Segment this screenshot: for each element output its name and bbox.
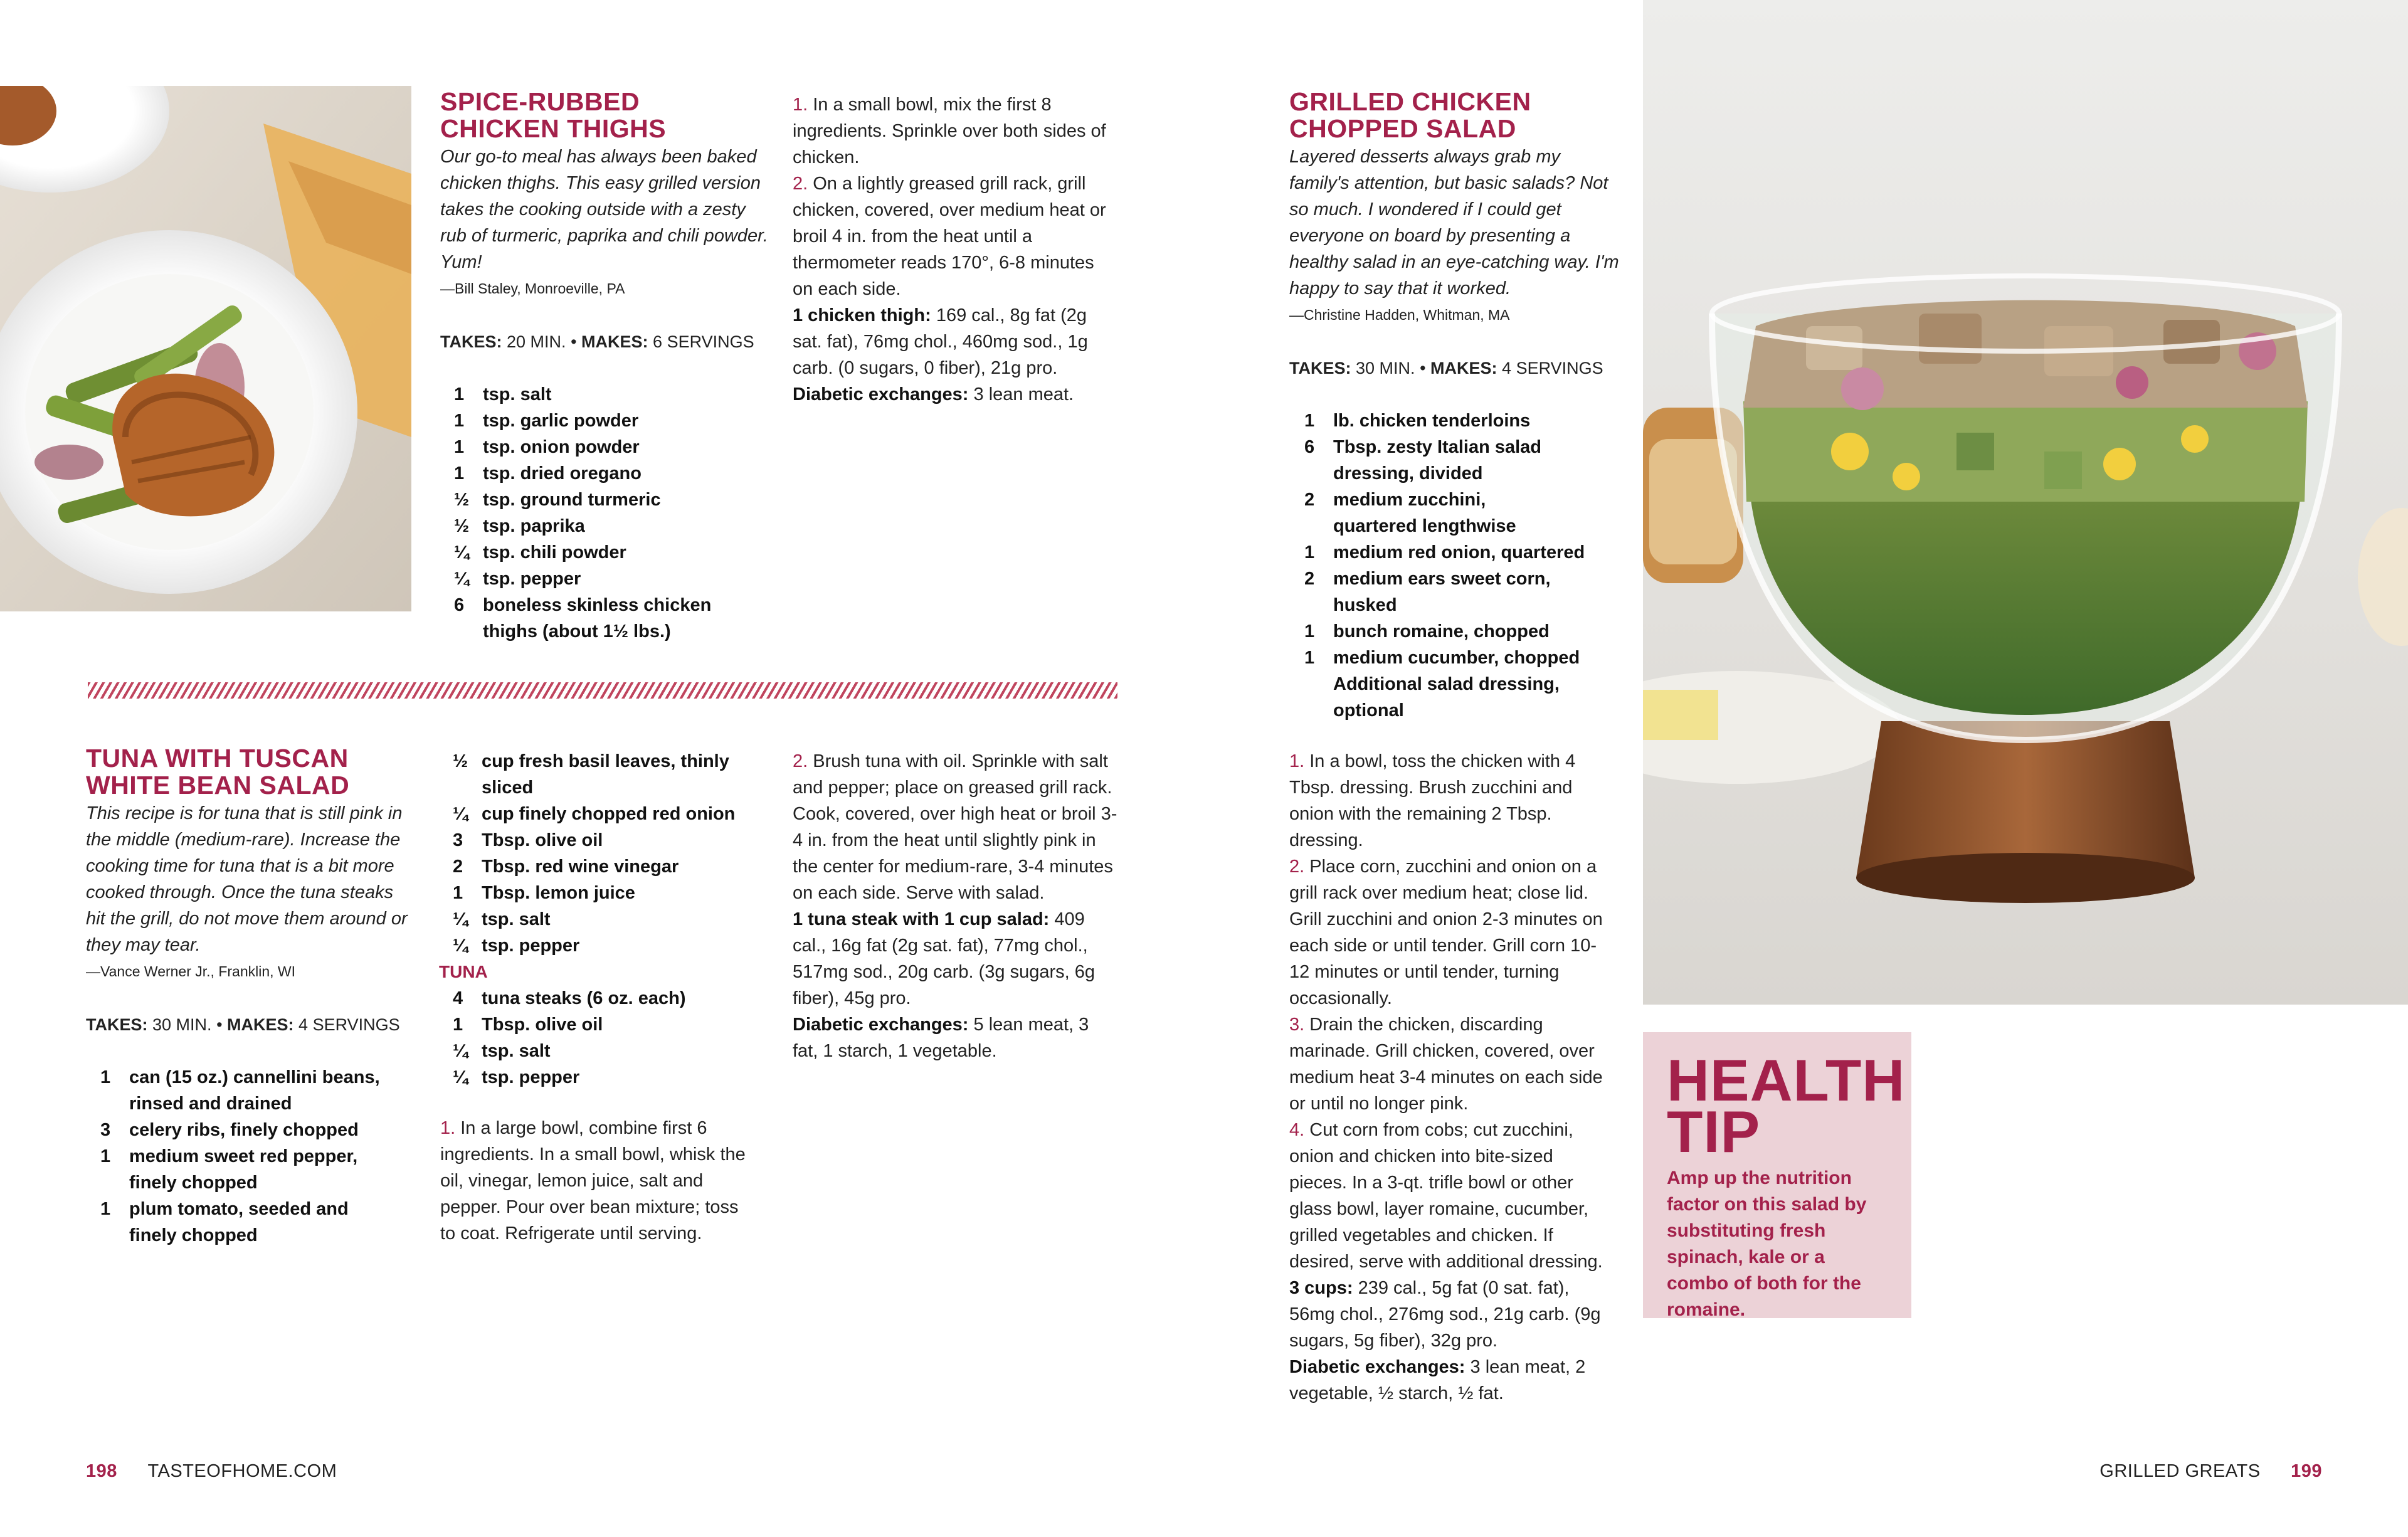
ingredient-row: ½ tsp. ground turmeric (454, 490, 661, 510)
ingredient-row: 3 celery ribs, finely chopped (100, 1120, 359, 1140)
page-number-left: 198 (86, 1461, 117, 1481)
recipe2-directions-2 (793, 748, 1119, 1064)
nutrition: 1 chicken thigh: 169 cal., 8g fat (2g sat. fat), 76mg chol., 460mg sod., 1g carb. (0 sugars, 0 fiber), 21g pro. (793, 305, 1088, 378)
step: 2. Brush tuna with oil. Sprinkle with salt and pepper; place on greased grill rack. Cook, covered, over high heat or broil 3-4 in. from the heat until slightly pink in the center for medium-rare, 3-4 minutes on each side. Serve with salad. (793, 751, 1117, 903)
ingredient-row: ½ cup fresh basil leaves, thinly sliced (453, 751, 729, 798)
ingredient-row: 1 tsp. salt (454, 384, 552, 404)
makes-value: 4 SERVINGS (298, 1015, 400, 1034)
ingredient-row: 1 can (15 oz.) cannellini beans, rinsed and drained (100, 1067, 380, 1114)
recipe2-title-line1: TUNA WITH TUSCAN (86, 744, 349, 773)
makes-label: MAKES: (581, 332, 648, 351)
recipe2-ingredients-a (100, 1064, 408, 1249)
footer-right (2099, 1459, 2322, 1484)
health-tip-body: Amp up the nutrition factor on this salad by substituting fresh spinach, kale or a combo of both for the romaine. (1667, 1168, 1867, 1320)
step: 3. Drain the chicken, discarding marinade. Grill chicken, covered, over medium heat 3-4 minutes on each side or until no longer pink. (1289, 1015, 1603, 1114)
takes-value: 20 MIN. (507, 332, 566, 351)
recipe3-title-line1: GRILLED CHICKEN (1289, 87, 1531, 116)
recipe3-title-line2: CHOPPED SALAD (1289, 114, 1516, 143)
ingredient-row: 6 Tbsp. zesty Italian salad dressing, divided (1304, 437, 1541, 483)
ingredient-row: 2 medium zucchini, quartered lengthwise (1304, 490, 1516, 536)
ingredient-row: 1 Tbsp. lemon juice (453, 883, 635, 903)
recipe3-intro: Layered desserts always grab my family's attention, but basic salads? Not so much. I wondered if I could get everyone on board by presenting a healthy salad in an eye-catching way. I'm happy to say that it worked. (1289, 147, 1619, 298)
takes-label: TAKES: (86, 1015, 148, 1034)
ingredient-row: ¼ tsp. salt (453, 1041, 551, 1061)
step: 1. In a bowl, toss the chicken with 4 Tbsp. dressing. Brush zucchini and onion with the remaining 2 Tbsp. dressing. (1289, 751, 1576, 850)
recipe3-title (1289, 88, 1531, 142)
ingredient-row: 1 Tbsp. olive oil (453, 1015, 603, 1035)
nutrition: 3 cups: 239 cal., 5g fat (0 sat. fat), 56mg chol., 276mg sod., 21g carb. (9g sugars, 5g fiber), 32g pro. (1289, 1278, 1601, 1351)
health-tip-heading-line1: HEALTH (1667, 1047, 1906, 1113)
ingredient-row: 2 medium ears sweet corn, husked (1304, 569, 1551, 615)
diabetic-exchanges: Diabetic exchanges: 3 lean meat, 2 vegetable, ½ starch, ½ fat. (1289, 1357, 1586, 1403)
recipe1-title-line2: CHICKEN THIGHS (440, 114, 667, 143)
step: 4. Cut corn from cobs; cut zucchini, onion and chicken into bite-sized pieces. In a 3-qt. trifle bowl or other glass bowl, layer romaine, cucumber, grilled vegetables and chicken. If desired, serve with additional dressing. (1289, 1120, 1603, 1272)
step: 2. Place corn, zucchini and onion on a grill rack over medium heat; close lid. Grill zucchini and onion 2-3 minutes on each side or until tender. Grill corn 10-12 minutes or until tender, turning occasionally. (1289, 857, 1603, 1008)
ingredient-row: ¼ tsp. pepper (454, 569, 581, 589)
recipe1-meta: TAKES: 20 MIN. • MAKES: 6 SERVINGS (440, 332, 754, 351)
health-tip-heading-line2: TIP (1667, 1099, 1761, 1165)
step: 1. In a small bowl, mix the first 8 ingredients. Sprinkle over both sides of chicken. (793, 95, 1106, 167)
makes-value: 6 SERVINGS (653, 332, 754, 351)
section-divider (88, 682, 1117, 699)
step: 1. In a large bowl, combine first 6 ingredients. In a small bowl, whisk the oil, vinegar, lemon juice, salt and pepper. Pour over bean mixture; toss to coat. Refrigerate until serving. (440, 1118, 746, 1244)
ingredient-row: 1 tsp. garlic powder (454, 411, 639, 431)
takes-label: TAKES: (1289, 359, 1351, 378)
ingredient-row: 1 lb. chicken tenderloins (1304, 411, 1531, 431)
site-name: TASTEOFHOME.COM (147, 1461, 337, 1481)
recipe3-ingredients (1304, 408, 1618, 724)
recipe2-ingredients-b (439, 748, 766, 1091)
chicken-thighs-photo (0, 86, 411, 611)
takes-value: 30 MIN. (152, 1015, 212, 1034)
takes-value: 30 MIN. (1356, 359, 1415, 378)
ingredient-row: 1 plum tomato, seeded and finely chopped (100, 1199, 349, 1245)
makes-label: MAKES: (227, 1015, 294, 1034)
ingredient-row: ¼ tsp. chili powder (454, 542, 626, 563)
chopped-salad-photo (1643, 0, 2408, 1005)
recipe2-title-line2: WHITE BEAN SALAD (86, 771, 350, 800)
ingredient-row: ¼ tsp. salt (453, 909, 551, 929)
section-name: GRILLED GREATS (2099, 1461, 2261, 1481)
recipe3-byline: —Christine Hadden, Whitman, MA (1289, 307, 1510, 323)
recipe2-directions-1 (440, 1115, 754, 1247)
diabetic-exchanges: Diabetic exchanges: 5 lean meat, 3 fat, 1 starch, 1 vegetable. (793, 1015, 1089, 1061)
recipe3-directions (1289, 748, 1615, 1407)
ingredient-row: ¼ cup finely chopped red onion (453, 804, 736, 824)
ingredient-row: ¼ tsp. pepper (453, 1067, 580, 1087)
recipe2-byline: —Vance Werner Jr., Franklin, WI (86, 963, 296, 980)
ingredient-row: ½ tsp. paprika (454, 516, 585, 536)
recipe1-title (440, 88, 666, 142)
tuna-subheading: TUNA (439, 962, 488, 981)
recipe1-intro: Our go-to meal has always been baked chicken thighs. This easy grilled version takes the cooking outside with a zesty rub of turmeric, paprika and chili powder. Yum! (440, 147, 768, 272)
takes-label: TAKES: (440, 332, 502, 351)
recipe1-byline: —Bill Staley, Monroeville, PA (440, 280, 625, 297)
diabetic-exchanges: Diabetic exchanges: 3 lean meat. (793, 384, 1074, 404)
footer-left (86, 1459, 337, 1484)
recipe1-ingredients (454, 381, 768, 645)
recipe1-directions (793, 92, 1119, 408)
health-tip-box (1643, 1032, 1911, 1318)
ingredient-row: 1 tsp. onion powder (454, 437, 640, 457)
ingredient-row: 6 boneless skinless chicken thighs (about 1½ lbs.) (454, 595, 712, 642)
ingredient-row: 4 tuna steaks (6 oz. each) (453, 988, 686, 1008)
recipe3-meta: TAKES: 30 MIN. • MAKES: 4 SERVINGS (1289, 359, 1603, 378)
ingredient-row: 1 tsp. dried oregano (454, 463, 642, 483)
ingredient-row: 1 bunch romaine, chopped (1304, 621, 1550, 642)
step: 2. On a lightly greased grill rack, grill chicken, covered, over medium heat or broil 4 in. from the heat until a thermometer reads 170°, 6-8 minutes on each side. (793, 174, 1106, 299)
recipe1-title-line1: SPICE-RUBBED (440, 87, 640, 116)
health-tip-heading (1667, 1047, 1906, 1165)
ingredient-row: 3 Tbsp. olive oil (453, 830, 603, 850)
recipe2-meta: TAKES: 30 MIN. • MAKES: 4 SERVINGS (86, 1015, 400, 1034)
ingredient-row: 2 Tbsp. red wine vinegar (453, 857, 679, 877)
ingredient-row: 1 medium sweet red pepper, finely chopped (100, 1146, 358, 1193)
makes-label: MAKES: (1430, 359, 1497, 378)
ingredient-row: 1 medium red onion, quartered (1304, 542, 1585, 563)
nutrition: 1 tuna steak with 1 cup salad: 409 cal., 16g fat (2g sat. fat), 77mg chol., 517mg sod., 20g carb. (3g sugars, 6g fiber), 45g pro. (793, 909, 1096, 1008)
ingredient-row: ¼ tsp. pepper (453, 936, 580, 956)
recipe2-title (86, 745, 349, 799)
ingredient-row: 1 medium cucumber, chopped Additional salad dressing, optional (1304, 648, 1580, 721)
page-number-right: 199 (2291, 1461, 2322, 1481)
makes-value: 4 SERVINGS (1502, 359, 1603, 378)
recipe2-intro: This recipe is for tuna that is still pink in the middle (medium-rare). Increase the cooking time for tuna that is a bit more cooked through. Once the tuna steaks hit the grill, do not move them around or they may tear. (86, 803, 408, 955)
